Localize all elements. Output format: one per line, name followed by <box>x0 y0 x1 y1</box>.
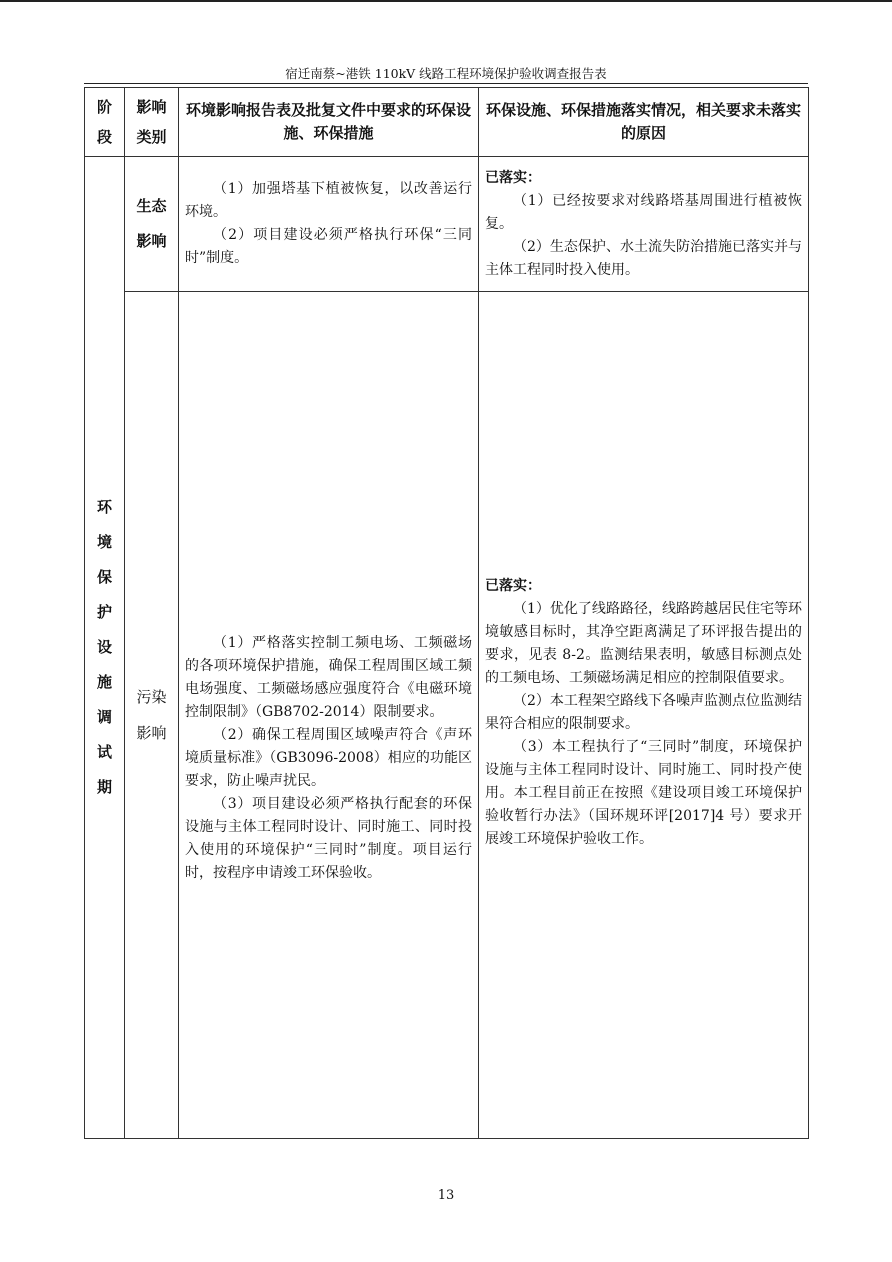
status-label: 已落实： <box>485 169 541 186</box>
stage-char: 保 <box>96 568 112 586</box>
header-stage-line-1: 阶 <box>96 98 112 116</box>
status-label: 已落实： <box>485 578 541 594</box>
header-category <box>125 88 179 157</box>
table-row-pollution <box>85 292 809 1139</box>
category-line: 影响 <box>136 232 167 250</box>
requirement-item: （1）严格落实控制工频电场、工频磁场的各项环境保护措施，确保工程周围区域工频电场强度、工频磁场感应强度符合《电磁环境控制限制》（GB8702-2014）限制要求。 <box>185 634 472 720</box>
running-header: 宿迁南蔡~港铁 110kV 线路工程环境保护验收调查报告表 <box>285 66 607 81</box>
stage-cell <box>85 157 125 1139</box>
header-stage <box>85 88 125 157</box>
top-border-line <box>0 0 892 2</box>
implementation-item: （1）已经按要求对线路塔基周围进行植被恢复。 <box>485 192 802 232</box>
table-row-ecological <box>85 157 809 292</box>
stage-char: 设 <box>96 638 112 656</box>
page-number: 13 <box>437 1188 455 1203</box>
category-ecological <box>125 157 179 292</box>
stage-char: 施 <box>96 673 112 691</box>
category-pollution <box>125 292 179 1139</box>
header-requirements: 环境影响报告表及批复文件中要求的环保设施、环保措施 <box>179 88 479 157</box>
requirements-pollution <box>179 292 479 1139</box>
stage-char: 境 <box>96 533 112 551</box>
requirements-ecological <box>179 157 479 292</box>
implementation-pollution <box>479 292 809 1139</box>
table-header-row <box>85 88 809 157</box>
header-implementation: 环保设施、环保措施落实情况，相关要求未落实的原因 <box>479 88 809 157</box>
header-category-line-1: 影响 <box>136 98 167 116</box>
implementation-item: （3）本工程执行了“三同时”制度，环境保护设施与主体工程同时设计、同时施工、同时投产使用。本工程目前正在按照《建设项目竣工环境保护验收暂行办法》（国环规环评[2017]4 号）要求开展竣工环境保护验收工作。 <box>485 739 802 847</box>
requirement-item: （2）项目建设必须严格执行环保“三同时”制度。 <box>185 227 472 266</box>
stage-char: 环 <box>96 498 112 516</box>
header-category-line-2: 类别 <box>136 128 167 146</box>
implementation-ecological <box>479 157 809 292</box>
header-stage-line-2: 段 <box>96 128 112 146</box>
stage-char: 护 <box>96 603 112 621</box>
stage-char: 期 <box>96 778 112 796</box>
category-line: 生态 <box>136 197 167 215</box>
stage-char: 调 <box>96 708 112 726</box>
requirement-item: （2）确保工程周围区域噪声符合《声环境质量标准》（GB3096-2008）相应的功能区要求，防止噪声扰民。 <box>185 726 472 789</box>
requirement-item: （3）项目建设必须严格执行配套的环保设施与主体工程同时设计、同时施工、同时投入使用的环境保护“三同时”制度。项目运行时，按程序申请竣工环保验收。 <box>185 795 472 881</box>
stage-char: 试 <box>96 743 112 761</box>
requirement-item: （1）加强塔基下植被恢复，以改善运行环境。 <box>185 181 472 220</box>
category-line: 污染 <box>136 688 167 706</box>
acceptance-table <box>84 87 809 1139</box>
category-line: 影响 <box>136 724 167 742</box>
header-rule <box>84 83 808 84</box>
implementation-item: （2）本工程架空路线下各噪声监测点位监测结果符合相应的限制要求。 <box>485 693 802 732</box>
implementation-item: （1）优化了线路路径，线路跨越居民住宅等环境敏感目标时，其净空距离满足了环评报告提出的要求，见表 8-2。监测结果表明，敏感目标测点处的工频电场、工频磁场满足相应的控制限值要求。 <box>485 601 802 686</box>
implementation-item: （2）生态保护、水土流失防治措施已落实并与主体工程同时投入使用。 <box>485 238 802 278</box>
